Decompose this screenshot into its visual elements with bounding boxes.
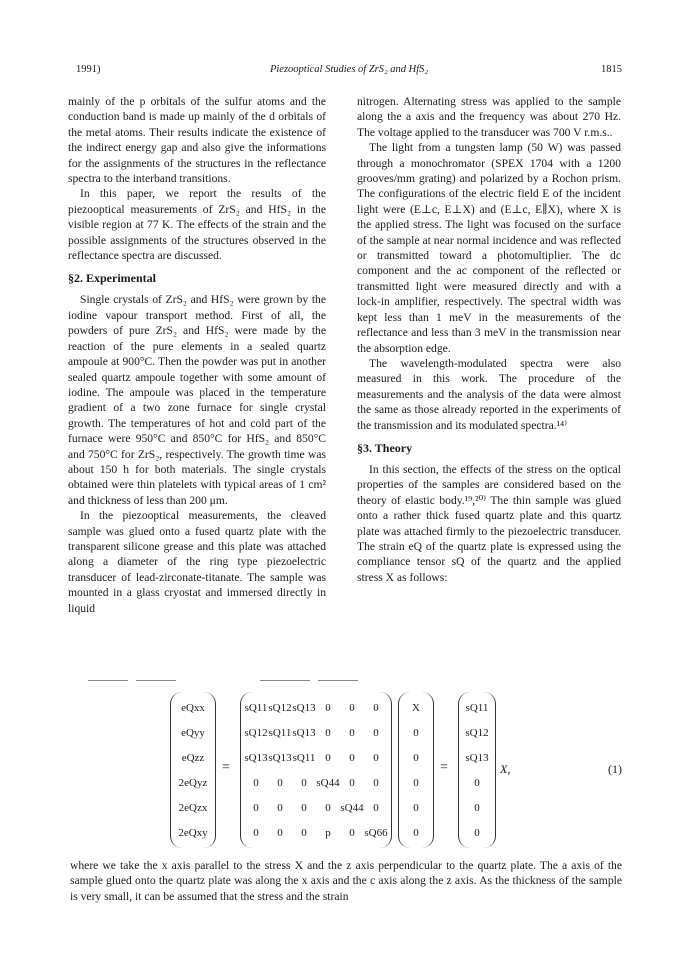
separator-line [318, 680, 358, 681]
matrix-entry: sQ66 [364, 827, 388, 839]
right-paragraph-2: The light from a tungsten lamp (50 W) was passed through a monochromator (SPEX 1704 with a 1200 grooves/mm grating) and polarized by a Rochon prism. The configurations of the electric field E of the incident light were (E⊥c, E⊥X) and (E⊥c, E∥X), where X is the applied stress. The light was focused on the surface of the sample at near normal incidence and was reflected or transmitted toward a photomultiplier. The dc component and the ac component of the reflected or transmitted light were measured directly and with a lock-in amplifier, respectively. The spectral width was kept less than 1 meV in the measurements of the reflectance and less than 3 meV in the transmission near the absorption edge. [357, 141, 621, 355]
left-paragraph-3: Single crystals of ZrS₂ and HfS₂ were grown by the iodine vapour transport method. First of all, the powders of pure ZrS₂ and HfS₂ were made by the reaction of the pure elements in a sealed quartz ampoule at 900°C. Then the powder was put in another sealed quartz ampoule together with some amount of iodine. The ampoule was placed in the temperature gradient of a two zone furnace for single crystal growth. The temperatures of hot and cold part of the furnace were 950°C and 850°C for HfS₂ and 850°C and 750°C for ZrS₂, respectively. The growth time was about 150 h for both materials. The single crystals obtained were thin platelets with typical areas of 1 cm² and thickness of less than 200 μm. [68, 293, 326, 507]
header-title: Piezooptical Studies of ZrS₂ and HfS₂ [269, 64, 429, 75]
separator-line [88, 680, 128, 681]
matrix-entry: sQ11 [465, 702, 489, 714]
strain-vector [170, 692, 216, 848]
equation-number: (1) [608, 762, 622, 776]
matrix-entry: sQ12 [268, 702, 292, 714]
left-paragraph-1: mainly of the p orbitals of the sulfur atoms and the conduction band is made up mainly of the d orbitals of the metal atoms. Their results indicate the existence of the indirect energy gap and also give the informations for the assignments of the structures in the reflectance spectra to the interband transitions. [68, 95, 326, 186]
page-number: 1815 [601, 64, 622, 75]
matrix-entry: 0 [474, 802, 480, 814]
equation-1 [160, 692, 630, 852]
matrix-entry: sQ13 [244, 752, 268, 764]
right-column [357, 94, 621, 585]
equals-sign: = [440, 760, 448, 775]
matrix-entry: 0 [349, 827, 355, 839]
matrix-entry: 0 [474, 777, 480, 789]
matrix-entry: 0 [373, 777, 379, 789]
matrix-entry: sQ13 [465, 752, 489, 764]
matrix-entry: 0 [277, 777, 283, 789]
matrix-entry: 0 [253, 777, 259, 789]
matrix-entry: 0 [413, 727, 419, 739]
right-paragraph-1: nitrogen. Alternating stress was applied to the sample along the a axis and the frequency was about 270 Hz. The voltage applied to the transducer was 700 V r.m.s.. [357, 95, 621, 139]
matrix-entry: 0 [253, 827, 259, 839]
matrix-entry: p [325, 827, 331, 839]
matrix-entry: 0 [277, 802, 283, 814]
section-heading-theory: §3. Theory [357, 440, 413, 455]
bottom-text: where we take the x axis parallel to the stress X and the z axis perpendicular to the quartz plate. The a axis of the sample glued onto the quartz plate was along the x axis and the c axis along the z axis. As the thickness of the sample is very small, it can be assumed that the stress and the strain [70, 859, 622, 903]
matrix-entry: X [412, 702, 420, 714]
matrix-entry: 0 [253, 802, 259, 814]
matrix-entry: sQ13 [292, 702, 316, 714]
running-header [76, 64, 622, 78]
separator-line [260, 680, 310, 681]
matrix-entry: 0 [413, 752, 419, 764]
matrix-entry: sQ13 [292, 727, 316, 739]
matrix-entry: 0 [349, 752, 355, 764]
matrix-entry: 0 [325, 702, 331, 714]
separator-line [136, 680, 176, 681]
matrix-entry: 0 [474, 827, 480, 839]
right-paragraph-3: The wavelength-modulated spectra were also measured in this work. The procedure of the measurements and the analysis of the data were almost the same as those already reported in the experiments of the transmission and its modulated spectra.¹⁴⁾ [357, 356, 621, 432]
matrix-entry: 2eQyz [178, 777, 208, 789]
matrix-row [241, 721, 391, 745]
matrix-entry: eQzz [181, 752, 205, 764]
matrix-entry: 0 [373, 802, 379, 814]
matrix-entry: sQ12 [465, 727, 489, 739]
equals-sign: = [222, 760, 230, 775]
matrix-entry: 0 [325, 802, 331, 814]
result-vector [458, 692, 496, 848]
matrix-row [241, 746, 391, 770]
matrix-entry: 0 [301, 802, 307, 814]
stress-vector [398, 692, 434, 848]
matrix-entry: 0 [277, 827, 283, 839]
matrix-entry: sQ13 [268, 752, 292, 764]
matrix-entry: 0 [349, 727, 355, 739]
matrix-entry: 0 [373, 702, 379, 714]
matrix-entry: eQyy [181, 727, 205, 739]
right-paragraph-4: In this section, the effects of the stress on the optical properties of the samples are considered based on the theory of elastic body.¹⁹,²⁰⁾ The thin sample was glued onto a rather thick fused quartz plate and this quartz plate was attached firmly to the piezoelectric transducer. The strain eQ of the quartz plate is expressed using the compliance tensor sQ of the quartz and the applied stress X as follows: [357, 462, 621, 584]
matrix-row [241, 771, 391, 795]
left-paragraph-2: In this paper, we report the results of the piezooptical measurements of ZrS₂ and HfS₂ in the visible region at 77 K. The effects of the strain and the possible assignments of the structures observed in the reflectance spectra are discussed. [68, 187, 326, 263]
matrix-entry: sQ44 [316, 777, 340, 789]
section-heading-experimental: §2. Experimental [68, 271, 156, 286]
matrix-entry: 0 [301, 827, 307, 839]
matrix-entry: 0 [349, 702, 355, 714]
matrix-entry: 0 [301, 777, 307, 789]
compliance-matrix [240, 692, 392, 848]
matrix-entry: sQ11 [292, 752, 316, 764]
matrix-entry: sQ11 [244, 702, 268, 714]
matrix-entry: sQ11 [268, 727, 292, 739]
matrix-row [241, 696, 391, 720]
matrix-entry: eQxx [181, 702, 205, 714]
matrix-entry: 0 [413, 802, 419, 814]
header-year: 1991) [76, 64, 101, 75]
matrix-entry: 0 [349, 777, 355, 789]
matrix-entry: 0 [325, 727, 331, 739]
matrix-entry: 0 [413, 777, 419, 789]
matrix-entry: 0 [413, 827, 419, 839]
left-paragraph-4: In the piezooptical measurements, the cleaved sample was glued onto a fused quartz plate with the transparent silicone grease and this plate was attached along a diameter of the ring type piezoelectric transducer of lead-zirconate-titanate. The sample was mounted in a glass cryostat and immersed directly in liquid [68, 509, 326, 615]
matrix-entry: 0 [325, 752, 331, 764]
equation-tail: X, [500, 762, 511, 776]
matrix-entry: 0 [373, 752, 379, 764]
left-column [68, 94, 326, 616]
matrix-entry: 2eQxy [178, 827, 208, 839]
matrix-entry: sQ44 [340, 802, 364, 814]
matrix-entry: 0 [373, 727, 379, 739]
matrix-row [241, 796, 391, 820]
matrix-entry: 2eQzx [178, 802, 208, 814]
matrix-entry: sQ12 [244, 727, 268, 739]
bottom-paragraph [70, 858, 622, 904]
matrix-row [241, 821, 391, 845]
